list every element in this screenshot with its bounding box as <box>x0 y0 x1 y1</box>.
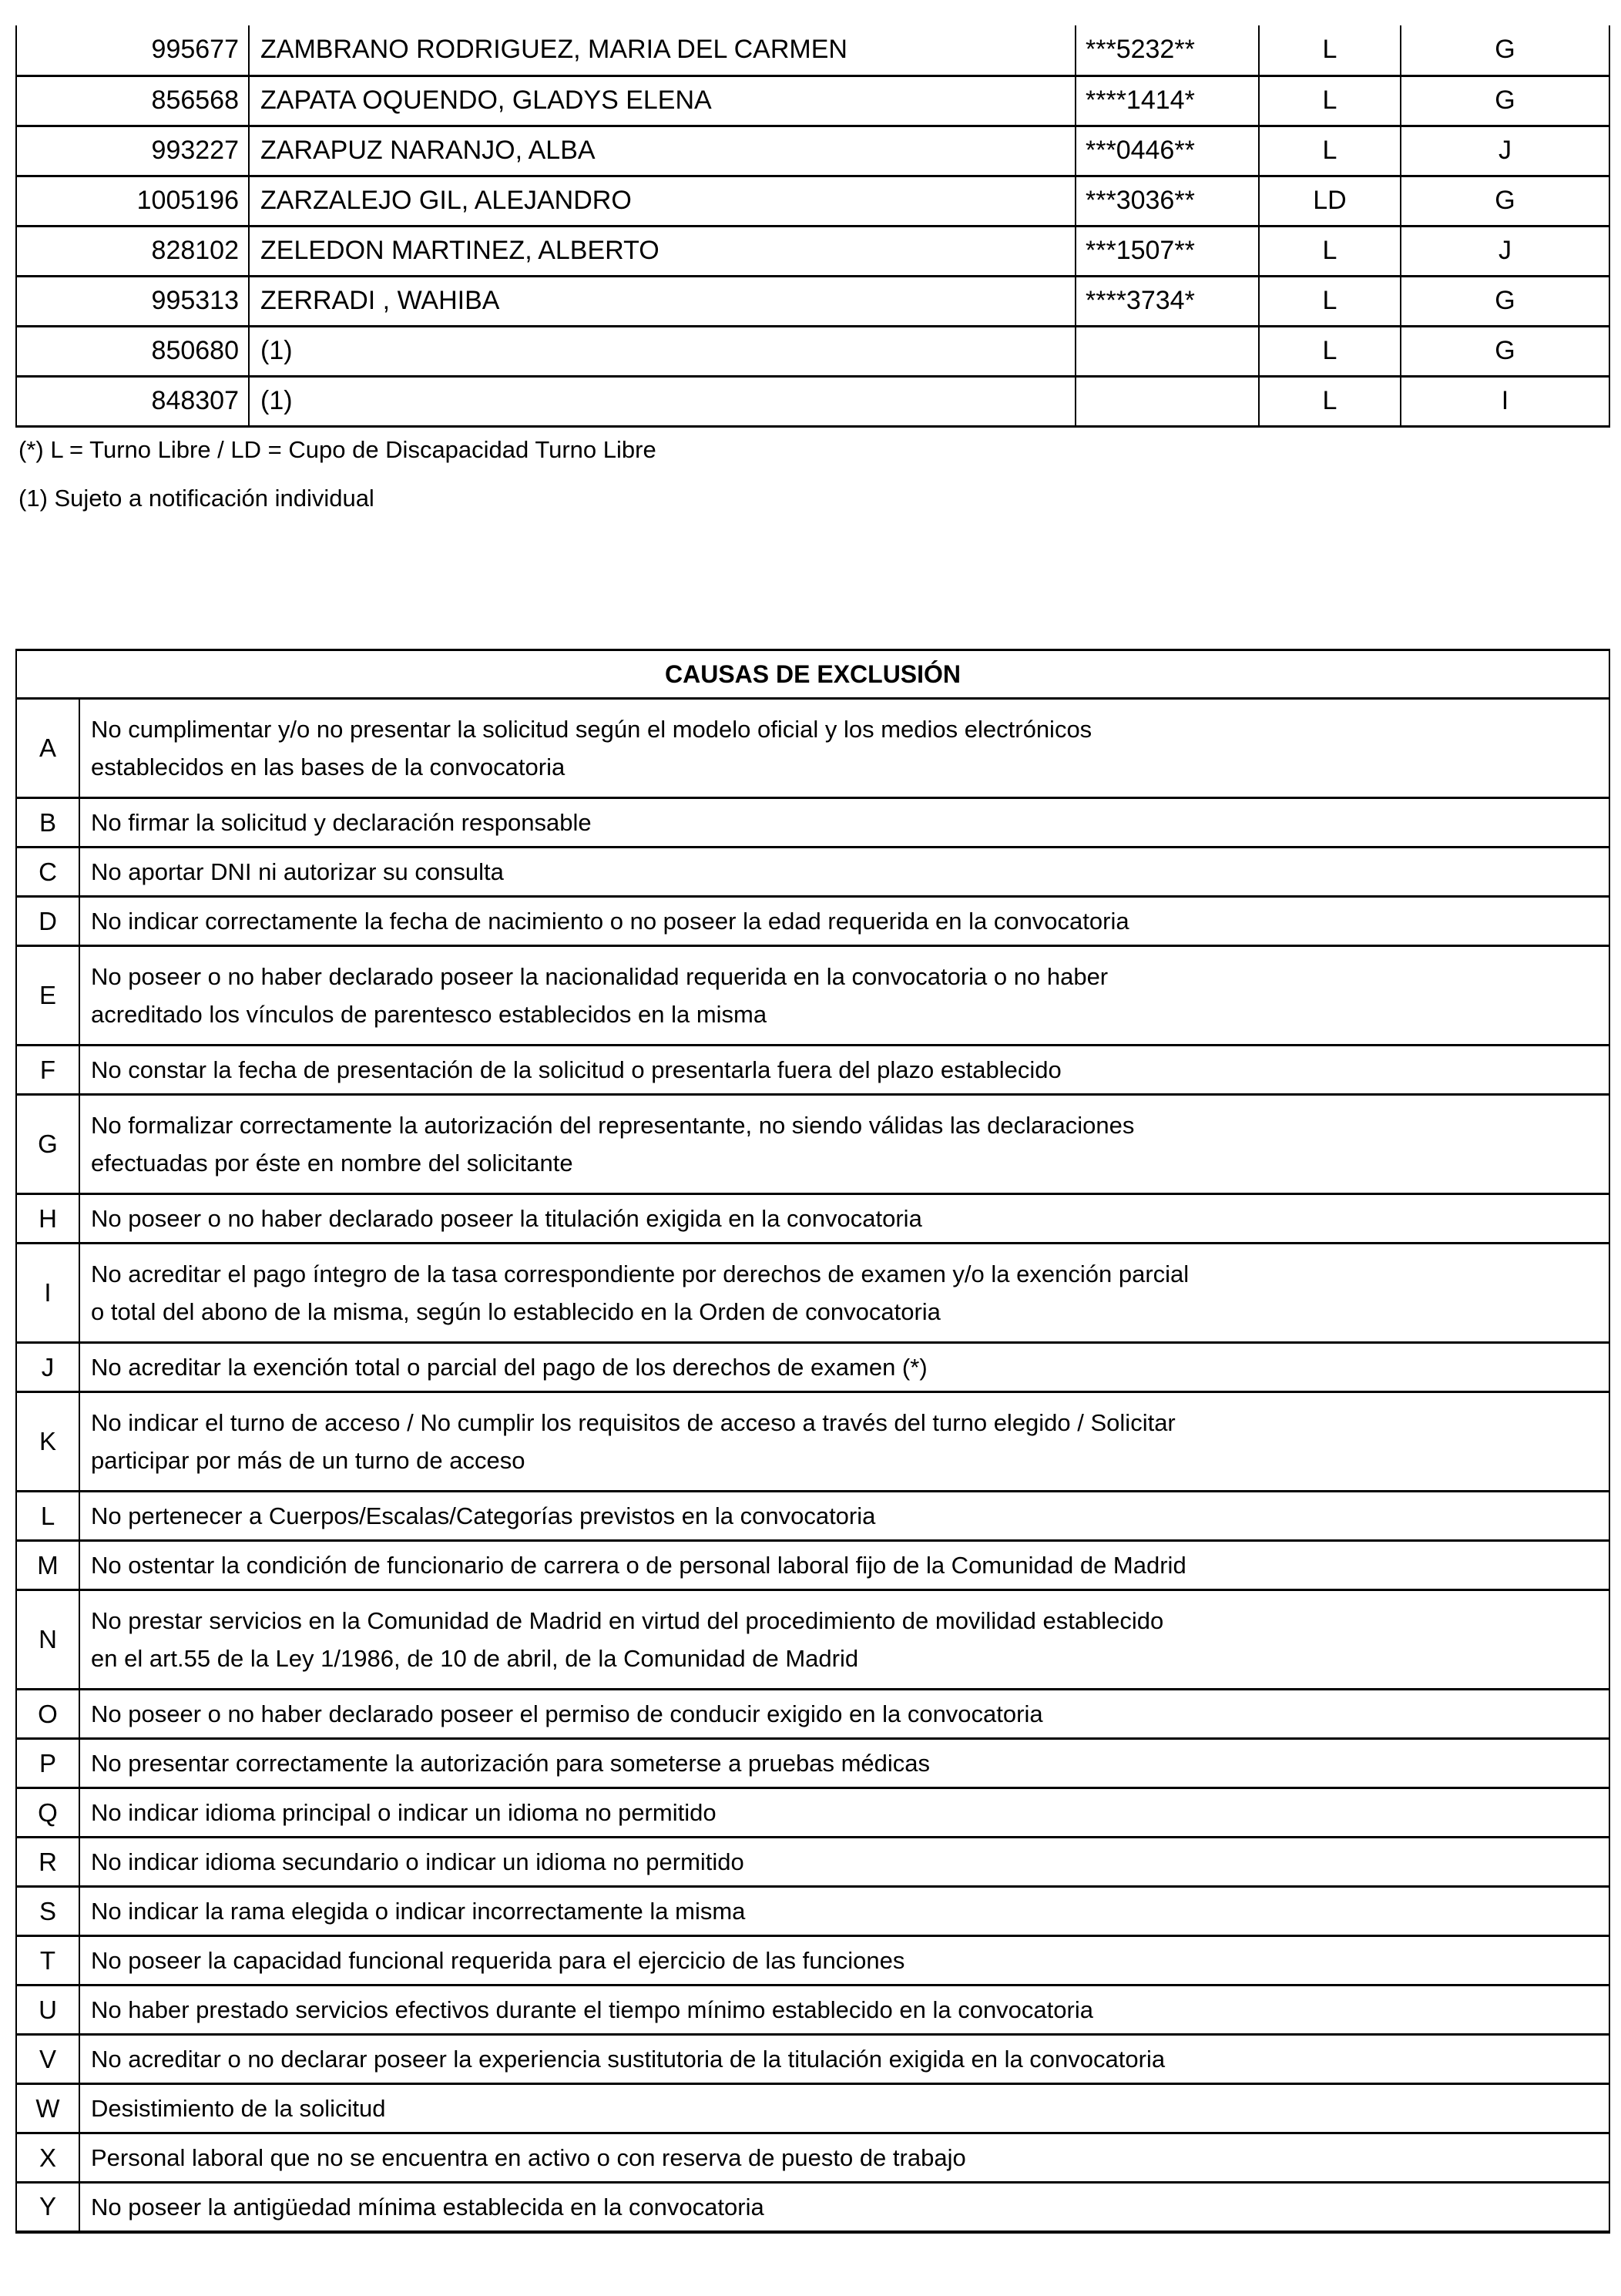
applicants-table <box>15 25 1610 428</box>
applicant-turno-cell: LD <box>1259 176 1401 226</box>
cause-description-cell <box>79 897 1609 946</box>
cause-description-line: No ostentar la condición de funcionario de carrera o de personal laboral fijo de la Comunidad de Madrid <box>91 1552 1186 1579</box>
applicant-id-cell: 856568 <box>16 76 249 126</box>
cause-letter-cell: Q <box>16 1788 79 1838</box>
cause-description-line: en el art.55 de la Ley 1/1986, de 10 de abril, de la Comunidad de Madrid <box>91 1645 859 1672</box>
cause-letter-cell: C <box>16 848 79 897</box>
cause-description-cell <box>79 946 1609 1046</box>
exclusion-cause-row <box>16 2035 1609 2084</box>
cause-description-cell <box>79 848 1609 897</box>
cause-description-line: establecidos en las bases de la convocatoria <box>91 754 566 780</box>
exclusion-cause-row <box>16 848 1609 897</box>
exclusion-cause-row <box>16 1392 1609 1492</box>
cause-description-cell <box>79 1046 1609 1095</box>
cause-letter-cell: T <box>16 1936 79 1986</box>
applicant-turno-cell: L <box>1259 126 1401 176</box>
applicant-id-cell: 828102 <box>16 226 249 276</box>
applicant-causa-cell: J <box>1401 126 1609 176</box>
cause-description-cell <box>79 798 1609 848</box>
cause-description-line: No poseer o no haber declarado poseer la nacionalidad requerida en la convocatoria o no haber <box>91 963 1109 990</box>
exclusion-cause-row <box>16 2183 1609 2232</box>
applicant-turno-cell: L <box>1259 276 1401 326</box>
applicant-dni-cell <box>1076 326 1259 376</box>
exclusion-cause-row <box>16 1936 1609 1986</box>
applicant-name-cell: ZAPATA OQUENDO, GLADYS ELENA <box>249 76 1076 126</box>
applicant-dni-cell: ****3734* <box>1076 276 1259 326</box>
cause-description-cell <box>79 2035 1609 2084</box>
cause-description-line: No poseer la capacidad funcional requerida para el ejercicio de las funciones <box>91 1947 905 1974</box>
cause-letter-cell: K <box>16 1392 79 1492</box>
cause-description-cell <box>79 2133 1609 2183</box>
cause-description-line: No constar la fecha de presentación de la solicitud o presentarla fuera del plazo establecido <box>91 1056 1062 1083</box>
cause-description-cell <box>79 2084 1609 2133</box>
cause-description-cell <box>79 1492 1609 1541</box>
exclusion-table-title: CAUSAS DE EXCLUSIÓN <box>16 650 1609 699</box>
cause-description-line: Personal laboral que no se encuentra en activo o con reserva de puesto de trabajo <box>91 2144 966 2171</box>
exclusion-cause-row <box>16 1194 1609 1244</box>
applicant-causa-cell: J <box>1401 226 1609 276</box>
cause-description-cell <box>79 1392 1609 1492</box>
cause-description-line: No formalizar correctamente la autorización del representante, no siendo válidas las declaraciones <box>91 1112 1135 1139</box>
applicant-row <box>16 25 1609 76</box>
cause-description-line: o total del abono de la misma, según lo establecido en la Orden de convocatoria <box>91 1298 941 1325</box>
exclusion-cause-row <box>16 1343 1609 1392</box>
cause-description-cell <box>79 1590 1609 1690</box>
cause-description-line: No poseer o no haber declarado poseer el permiso de conducir exigido en la convocatoria <box>91 1700 1043 1727</box>
applicant-id-cell: 848307 <box>16 376 249 426</box>
exclusion-cause-row <box>16 1690 1609 1739</box>
cause-description-cell <box>79 1739 1609 1788</box>
cause-description-line: No indicar la rama elegida o indicar incorrectamente la misma <box>91 1898 746 1925</box>
exclusion-cause-row <box>16 1986 1609 2035</box>
applicant-row <box>16 126 1609 176</box>
cause-description-line: No acreditar o no declarar poseer la experiencia sustitutoria de la titulación exigida en la convocatoria <box>91 2046 1166 2073</box>
applicant-turno-cell: L <box>1259 76 1401 126</box>
exclusion-cause-row <box>16 1492 1609 1541</box>
applicant-turno-cell: L <box>1259 25 1401 76</box>
cause-description-line: No acreditar el pago íntegro de la tasa correspondiente por derechos de examen y/o la exención parcial <box>91 1260 1190 1287</box>
cause-letter-cell: B <box>16 798 79 848</box>
applicant-row <box>16 326 1609 376</box>
exclusion-cause-row <box>16 1095 1609 1194</box>
cause-description-line: No poseer o no haber declarado poseer la titulación exigida en la convocatoria <box>91 1205 922 1232</box>
exclusion-cause-row <box>16 1887 1609 1936</box>
exclusion-causes-table <box>15 649 1610 2234</box>
cause-letter-cell: H <box>16 1194 79 1244</box>
cause-description-line: acreditado los vínculos de parentesco establecidos en la misma <box>91 1001 767 1028</box>
cause-description-cell <box>79 1095 1609 1194</box>
cause-letter-cell: X <box>16 2133 79 2183</box>
applicant-id-cell: 995313 <box>16 276 249 326</box>
applicant-causa-cell: I <box>1401 376 1609 426</box>
applicant-row <box>16 226 1609 276</box>
exclusion-cause-row <box>16 1788 1609 1838</box>
cause-letter-cell: F <box>16 1046 79 1095</box>
applicant-turno-cell: L <box>1259 326 1401 376</box>
cause-description-cell <box>79 1986 1609 2035</box>
cause-letter-cell: J <box>16 1343 79 1392</box>
cause-description-line: No presentar correctamente la autorización para someterse a pruebas médicas <box>91 1750 930 1777</box>
cause-letter-cell: G <box>16 1095 79 1194</box>
applicant-id-cell: 1005196 <box>16 176 249 226</box>
applicant-name-cell: ZARAPUZ NARANJO, ALBA <box>249 126 1076 176</box>
cause-description-line: Desistimiento de la solicitud <box>91 2095 386 2122</box>
cause-description-cell <box>79 1788 1609 1838</box>
cause-description-cell <box>79 1194 1609 1244</box>
applicant-row <box>16 376 1609 426</box>
exclusion-cause-row <box>16 1541 1609 1590</box>
cause-description-cell <box>79 1343 1609 1392</box>
exclusion-cause-row <box>16 699 1609 798</box>
applicant-dni-cell: ***5232** <box>1076 25 1259 76</box>
cause-description-line: No poseer la antigüedad mínima establecida en la convocatoria <box>91 2193 764 2220</box>
cause-description-cell <box>79 1936 1609 1986</box>
cause-letter-cell: A <box>16 699 79 798</box>
cause-letter-cell: S <box>16 1887 79 1936</box>
cause-description-cell <box>79 699 1609 798</box>
applicant-name-cell: ZELEDON MARTINEZ, ALBERTO <box>249 226 1076 276</box>
applicant-id-cell: 995677 <box>16 25 249 76</box>
cause-description-cell <box>79 2183 1609 2232</box>
applicant-row <box>16 276 1609 326</box>
applicant-name-cell: ZARZALEJO GIL, ALEJANDRO <box>249 176 1076 226</box>
cause-description-line: No acreditar la exención total o parcial del pago de los derechos de examen (*) <box>91 1354 928 1381</box>
cause-letter-cell: L <box>16 1492 79 1541</box>
exclusion-cause-row <box>16 1046 1609 1095</box>
cause-description-cell <box>79 1541 1609 1590</box>
applicant-row <box>16 76 1609 126</box>
applicant-id-cell: 993227 <box>16 126 249 176</box>
cause-description-line: No pertenecer a Cuerpos/Escalas/Categorías previstos en la convocatoria <box>91 1502 876 1529</box>
applicant-name-cell: (1) <box>249 326 1076 376</box>
cause-description-line: No indicar el turno de acceso / No cumplir los requisitos de acceso a través del turno elegido / Solicitar <box>91 1409 1176 1436</box>
exclusion-cause-row <box>16 1739 1609 1788</box>
applicant-dni-cell: ***0446** <box>1076 126 1259 176</box>
applicant-dni-cell <box>1076 376 1259 426</box>
cause-description-line: No prestar servicios en la Comunidad de Madrid en virtud del procedimiento de movilidad establecido <box>91 1607 1164 1634</box>
exclusion-cause-row <box>16 1838 1609 1887</box>
exclusion-cause-row <box>16 946 1609 1046</box>
applicant-causa-cell: G <box>1401 76 1609 126</box>
cause-letter-cell: M <box>16 1541 79 1590</box>
applicant-turno-cell: L <box>1259 226 1401 276</box>
applicant-causa-cell: G <box>1401 276 1609 326</box>
applicant-name-cell: ZERRADI , WAHIBA <box>249 276 1076 326</box>
cause-description-line: No cumplimentar y/o no presentar la solicitud según el modelo oficial y los medios electrónicos <box>91 716 1092 743</box>
cause-letter-cell: O <box>16 1690 79 1739</box>
applicant-name-cell: (1) <box>249 376 1076 426</box>
turno-legend-footnote: (*) L = Turno Libre / LD = Cupo de Discapacidad Turno Libre <box>18 436 656 463</box>
cause-description-line: efectuadas por éste en nombre del solicitante <box>91 1150 573 1177</box>
individual-notification-footnote: (1) Sujeto a notificación individual <box>18 485 374 512</box>
applicant-dni-cell: ***3036** <box>1076 176 1259 226</box>
exclusion-cause-row <box>16 897 1609 946</box>
applicant-causa-cell: G <box>1401 25 1609 76</box>
cause-description-line: No aportar DNI ni autorizar su consulta <box>91 858 504 885</box>
exclusion-cause-row <box>16 1244 1609 1343</box>
cause-letter-cell: R <box>16 1838 79 1887</box>
exclusion-cause-row <box>16 2133 1609 2183</box>
exclusion-cause-row <box>16 798 1609 848</box>
cause-description-line: No indicar idioma secundario o indicar un idioma no permitido <box>91 1848 744 1875</box>
cause-letter-cell: P <box>16 1739 79 1788</box>
applicant-causa-cell: G <box>1401 326 1609 376</box>
applicant-row <box>16 176 1609 226</box>
cause-letter-cell: W <box>16 2084 79 2133</box>
cause-description-cell <box>79 1887 1609 1936</box>
applicant-dni-cell: ***1507** <box>1076 226 1259 276</box>
cause-description-cell <box>79 1690 1609 1739</box>
cause-letter-cell: N <box>16 1590 79 1690</box>
applicant-turno-cell: L <box>1259 376 1401 426</box>
cause-description-line: participar por más de un turno de acceso <box>91 1447 525 1474</box>
cause-letter-cell: I <box>16 1244 79 1343</box>
cause-letter-cell: V <box>16 2035 79 2084</box>
cause-description-line: No indicar correctamente la fecha de nacimiento o no poseer la edad requerida en la convocatoria <box>91 908 1129 935</box>
cause-description-line: No firmar la solicitud y declaración responsable <box>91 809 592 836</box>
exclusion-cause-row <box>16 2084 1609 2133</box>
cause-description-line: No haber prestado servicios efectivos durante el tiempo mínimo establecido en la convocatoria <box>91 1996 1093 2023</box>
applicant-dni-cell: ****1414* <box>1076 76 1259 126</box>
exclusion-table-header-row <box>16 650 1609 699</box>
cause-description-cell <box>79 1838 1609 1887</box>
cause-description-line: No indicar idioma principal o indicar un idioma no permitido <box>91 1799 717 1826</box>
cause-letter-cell: Y <box>16 2183 79 2232</box>
applicant-name-cell: ZAMBRANO RODRIGUEZ, MARIA DEL CARMEN <box>249 25 1076 76</box>
cause-description-cell <box>79 1244 1609 1343</box>
cause-letter-cell: U <box>16 1986 79 2035</box>
exclusion-cause-row <box>16 1590 1609 1690</box>
applicant-causa-cell: G <box>1401 176 1609 226</box>
cause-letter-cell: E <box>16 946 79 1046</box>
cause-letter-cell: D <box>16 897 79 946</box>
applicant-id-cell: 850680 <box>16 326 249 376</box>
